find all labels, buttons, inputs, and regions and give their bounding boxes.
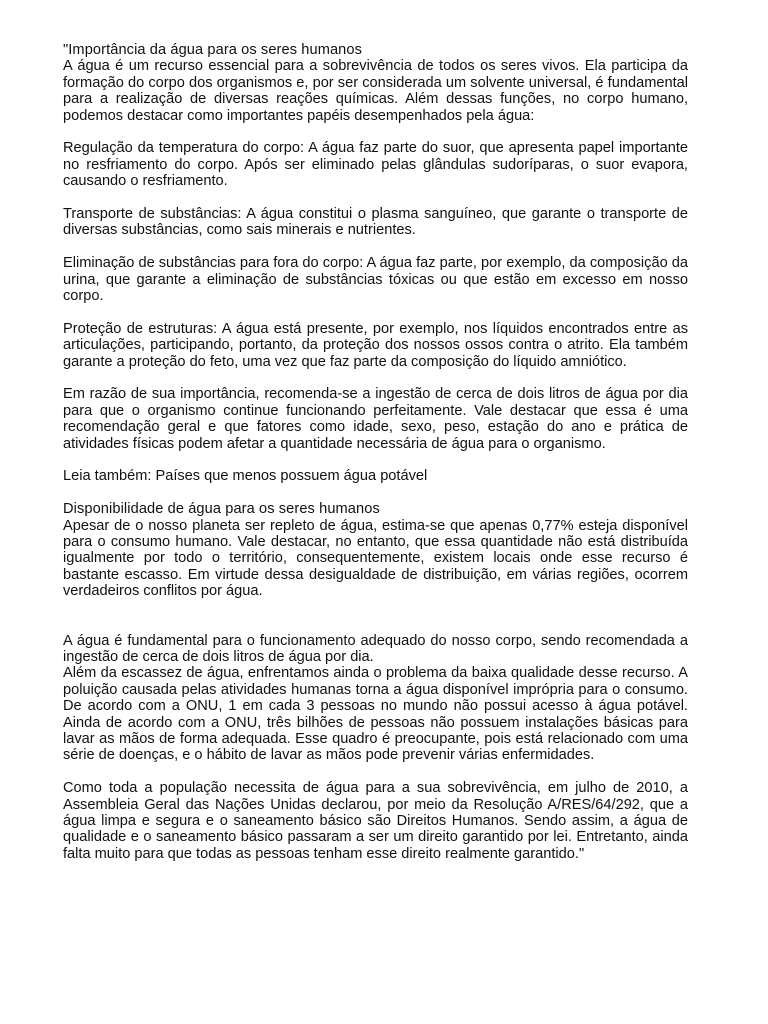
paragraph-scarcity: Além da escassez de água, enfrentamos ainda o problema da baixa qualidade desse recurso. A poluição causada pelas atividades humanas torna a água disponível imprópria para o consumo. De acordo com a ONU, 1 em cada 3 pessoas no mundo não possui acesso à água potável. Ainda de acordo com a ONU, três bilhões de pessoas não possuem instalações básicas para lavar as mãos de forma adequada. Esse quadro é preocupante, pois está relacionado com uma série de doenças, e o hábito de lavar as mãos pode prevenir várias enfermidades. — [63, 665, 688, 764]
paragraph-read-also: Leia também: Países que menos possuem água potável — [63, 468, 428, 485]
paragraph-elimination: Eliminação de substâncias para fora do corpo: A água faz parte, por exemplo, da composição da urina, que garante a eliminação de substâncias tóxicas ou que estão em excesso em nosso corpo. — [63, 255, 688, 305]
paragraph-transport: Transporte de substâncias: A água constitui o plasma sanguíneo, que garante o transporte de diversas substâncias, como sais minerais e nutrientes. — [63, 206, 688, 239]
paragraph-recommendation: Em razão de sua importância, recomenda-se a ingestão de cerca de dois litros de água por dia para que o organismo continue funcionando perfeitamente. Vale destacar que essa é uma recomendação geral e que fatores como idade, sexo, peso, estação do ano e prática de atividades físicas podem afetar a quantidade necessária de água para o organismo. — [63, 386, 688, 452]
paragraph-body-recommendation: A água é fundamental para o funcionamento adequado do nosso corpo, sendo recomendada a ingestão de cerca de dois litros de água por dia. — [63, 632, 688, 665]
document-page — [63, 42, 688, 862]
paragraph-human-rights: Como toda a população necessita de água para a sua sobrevivência, em julho de 2010, a Assembleia Geral das Nações Unidas declarou, por meio da Resolução A/RES/64/292, que a água limpa e segura e o saneamento básico são Direitos Humanos. Sendo assim, a água de qualidade e o saneamento básico passaram a ser um direito garantido por lei. Entretanto, ainda falta muito para que todas as pessoas tenham esse direito realmente garantido." — [63, 780, 688, 862]
section-heading-importance: "Importância da água para os seres humanos — [63, 42, 362, 58]
paragraph-temperature: Regulação da temperatura do corpo: A água faz parte do suor, que apresenta papel importante no resfriamento do corpo. Após ser eliminado pelas glândulas sudoríparas, o suor evapora, causando o resfriamento. — [63, 140, 688, 190]
paragraph-protection: Proteção de estruturas: A água está presente, por exemplo, nos líquidos encontrados entre as articulações, participando, portanto, da proteção dos nossos ossos contra o atrito. Ela também garante a proteção do feto, uma vez que faz parte da composição do líquido amniótico. — [63, 320, 688, 370]
paragraph-availability: Apesar de o nosso planeta ser repleto de água, estima-se que apenas 0,77% esteja disponível para o consumo humano. Vale destacar, no entanto, que essa quantidade não está distribuída igualmente por todo o território, consequentemente, existem locais onde esse recurso é bastante escasso. Em virtude dessa desigualdade de distribuição, em várias regiões, ocorrem verdadeiros conflitos por água. — [63, 517, 688, 600]
section-heading-availability: Disponibilidade de água para os seres humanos — [63, 501, 380, 518]
paragraph-intro: A água é um recurso essencial para a sobrevivência de todos os seres vivos. Ela participa da formação do corpo dos organismos e, por ser considerada um solvente universal, é fundamental para a realização de diversas reações químicas. Além dessas funções, no corpo humano, podemos destacar como importantes papéis desempenhados pela água: — [63, 58, 688, 124]
